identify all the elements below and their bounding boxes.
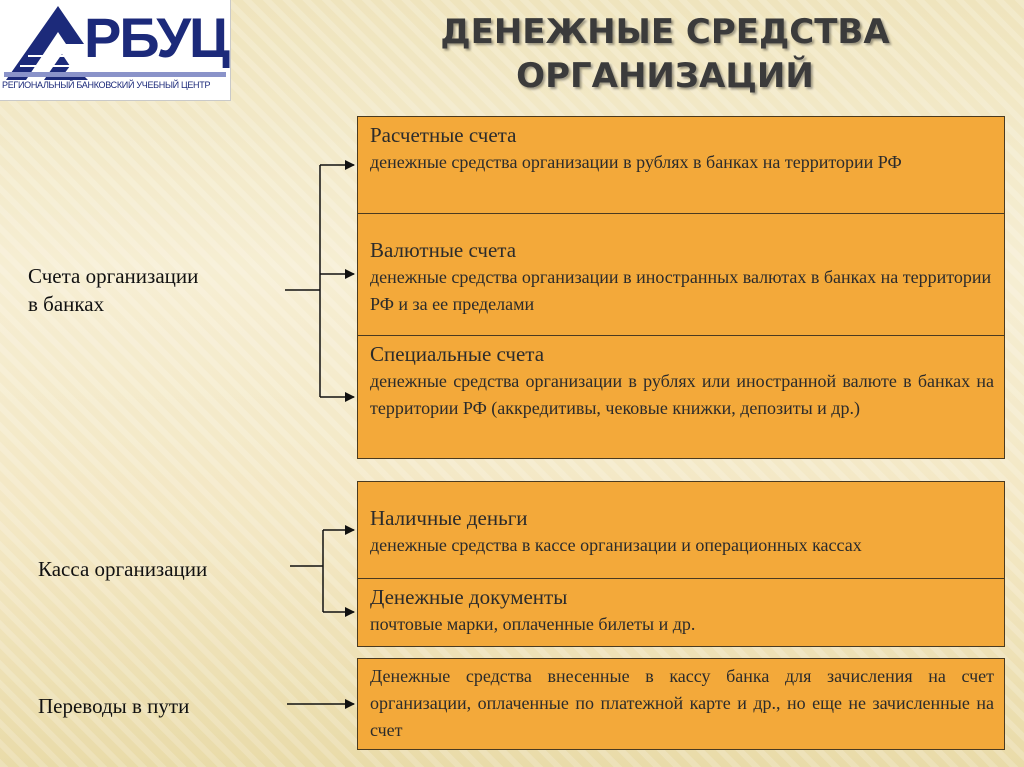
box-currency-heading: Валютные счета bbox=[370, 238, 517, 262]
page-title-line-2: ОРГАНИЗАЦИЙ bbox=[516, 56, 814, 96]
logo-name: РБУЦ bbox=[84, 6, 228, 69]
label-bank-accounts bbox=[28, 262, 198, 318]
box-currency-accounts bbox=[357, 213, 1005, 336]
label-bank-accounts-line-1: Счета организации bbox=[28, 264, 199, 288]
box-special-accounts bbox=[357, 335, 1005, 459]
connector-group-bank-accounts bbox=[285, 165, 354, 397]
box-cash-text: денежные средства в кассе организации и операционных кассах bbox=[370, 535, 862, 555]
box-special-text: денежные средства организации в рублях или иностранной валюте в банках на территории РФ (аккредитивы, чековые книжки, депозиты и др.) bbox=[370, 371, 994, 418]
label-transfers-in-transit: Переводы в пути bbox=[38, 694, 190, 718]
box-settlement-accounts bbox=[357, 116, 1005, 214]
box-documents-heading: Денежные документы bbox=[370, 585, 568, 609]
logo-caption: РЕГИОНАЛЬНЫЙ БАНКОВСКИЙ УЧЕБНЫЙ ЦЕНТР bbox=[2, 80, 211, 90]
box-transit bbox=[357, 658, 1005, 750]
connector-group-cash bbox=[290, 530, 354, 612]
label-bank-accounts-line-2: в банках bbox=[28, 292, 105, 316]
box-special-heading: Специальные счета bbox=[370, 342, 545, 366]
box-settlement-heading: Расчетные счета bbox=[370, 123, 517, 147]
box-documents-text: почтовые марки, оплаченные билеты и др. bbox=[370, 614, 696, 634]
label-cash-desk: Касса организации bbox=[38, 557, 208, 581]
box-settlement-text: денежные средства организации в рублях в банках на территории РФ bbox=[370, 152, 902, 172]
box-cash bbox=[357, 481, 1005, 579]
box-transit-text: Денежные средства внесенные в кассу банка для зачисления на счет организации, оплаченные по платежной карте и др., но еще не зачисленные на счет bbox=[370, 666, 994, 740]
page-title-line-1: ДЕНЕЖНЫЕ СРЕДСТВА bbox=[440, 12, 890, 52]
box-currency-text: денежные средства организации в иностранных валютах в банках на территории РФ и за ее пределами bbox=[370, 267, 992, 314]
box-money-documents bbox=[357, 578, 1005, 647]
box-cash-heading: Наличные деньги bbox=[370, 506, 528, 530]
